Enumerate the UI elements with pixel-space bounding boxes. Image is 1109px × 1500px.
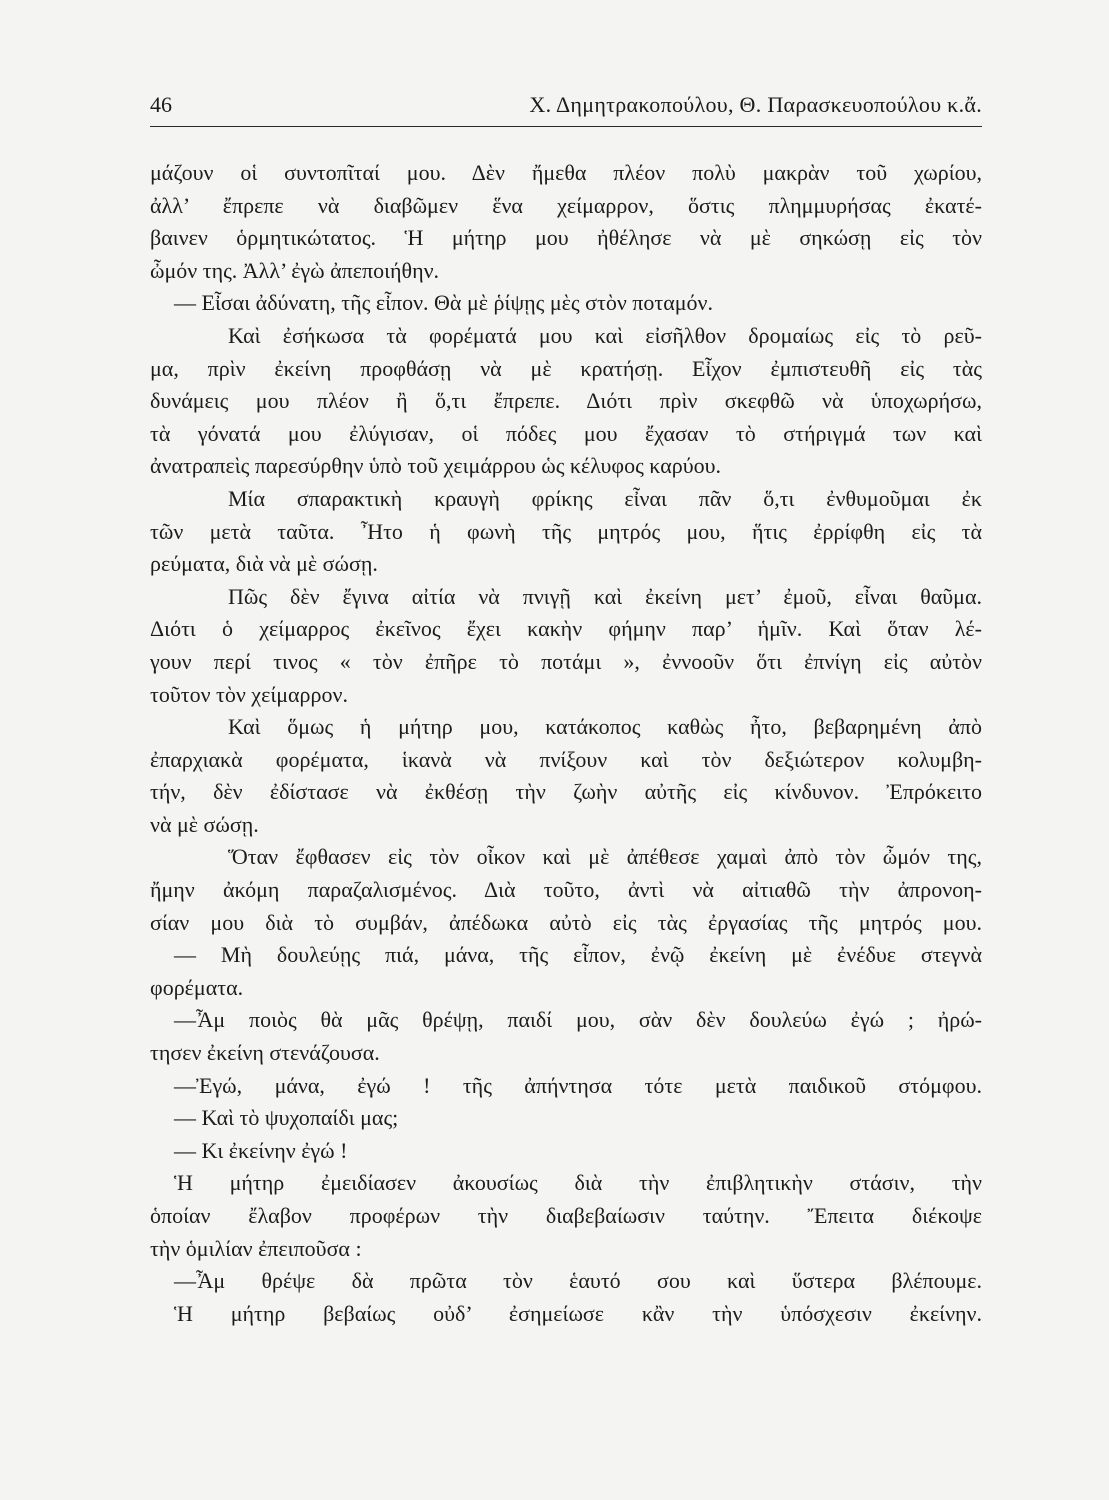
text-line: τήν, δὲν ἐδίστασε νὰ ἐκθέσῃ τὴν ζωὴν αὐτῆς εἰς κίνδυνον. Ἐπρόκειτο [150,779,982,805]
text-line: —Ἆμ θρέψε δὰ πρῶτα τὸν ἑαυτό σου καὶ ὕστερα βλέπουμε. [174,1268,982,1294]
text-line: Ὅταν ἔφθασεν εἰς τὸν οἶκον καὶ μὲ ἀπέθεσε χαμαὶ ἀπὸ τὸν ὦμόν της, [228,844,982,870]
text-line: — Καὶ τὸ ψυχοπαίδι μας; [174,1105,399,1131]
text-line: Ἡ μήτηρ βεβαίως οὐδ’ ἐσημείωσε κἂν τὴν ὑπόσχεσιν ἐκείνην. [174,1300,982,1326]
text-line: δυνάμεις μου πλέον ἢ ὅ,τι ἔπρεπε. Διότι πρὶν σκεφθῶ νὰ ὑποχωρήσω, [150,388,982,414]
text-line: γουν περί τινος « τὸν ἐπῆρε τὸ ποτάμι », ἐννοοῦν ὅτι ἐπνίγη εἰς αὐτὸν [150,648,982,674]
text-line: —Ἐγώ, μάνα, ἐγώ ! τῆς ἀπήντησα τότε μετὰ παιδικοῦ στόμφου. [174,1072,982,1098]
text-line: ρεύματα, διὰ νὰ μὲ σώσῃ. [150,551,378,577]
text-line: Πῶς δὲν ἔγινα αἰτία νὰ πνιγῇ καὶ ἐκείνη μετ’ ἐμοῦ, εἶναι θαῦμα. [228,583,982,609]
text-line: μα, πρὶν ἐκείνη προφθάσῃ νὰ μὲ κρατήσῃ. Εἶχον ἐμπιστευθῆ εἰς τὰς [150,355,982,381]
text-line: — Κι ἐκείνην ἐγώ ! [174,1137,348,1163]
page-body-text [150,157,982,1330]
text-line: τοῦτον τὸν χείμαρρον. [150,681,348,707]
book-page [150,92,982,1330]
text-line: Καὶ ἐσήκωσα τὰ φορέματά μου καὶ εἰσῆλθον δρομαίως εἰς τὸ ρεῦ- [228,322,982,348]
text-line: ἤμην ἀκόμη παραζαλισμένος. Διὰ τοῦτο, ἀντὶ νὰ αἰτιαθῶ τὴν ἀπρονοη- [150,877,982,903]
text-line: Μία σπαρακτικὴ κραυγὴ φρίκης εἶναι πᾶν ὅ,τι ἐνθυμοῦμαι ἐκ [228,485,982,511]
text-line: — Μὴ δουλεύῃς πιά, μάνα, τῆς εἶπον, ἐνῷ ἐκείνη μὲ ἐνέδυε στεγνὰ [174,942,982,968]
text-line: Καὶ ὅμως ἡ μήτηρ μου, κατάκοπος καθὼς ἦτο, βεβαρημένη ἀπὸ [228,714,982,740]
text-line: βαινεν ὁρμητικώτατος. Ἡ μήτηρ μου ἠθέλησε νὰ μὲ σηκώσῃ εἰς τὸν [150,225,982,251]
text-line: ὦμόν της. Ἀλλ’ ἐγὼ ἀπεποιήθην. [150,257,440,283]
text-line: τῶν μετὰ ταῦτα. Ἦτο ἡ φωνὴ τῆς μητρός μου, ἥτις ἐρρίφθη εἰς τὰ [150,518,982,544]
text-line: ἀλλ’ ἔπρεπε νὰ διαβῶμεν ἕνα χείμαρρον, ὅστις πλημμυρήσας ἐκατέ- [150,192,982,218]
text-line: μάζουν οἱ συντοπῖταί μου. Δὲν ἤμεθα πλέον πολὺ μακρὰν τοῦ χωρίου, [150,160,982,185]
text-line: σίαν μου διὰ τὸ συμβάν, ἀπέδωκα αὐτὸ εἰς τὰς ἐργασίας τῆς μητρός μου. [150,909,982,935]
text-line: ἀνατραπεὶς παρεσύρθην ὑπὸ τοῦ χειμάρρου ὡς κέλυφος καρύου. [150,453,721,479]
text-line: ὁποίαν ἔλαβον προφέρων τὴν διαβεβαίωσιν ταύτην. Ἔπειτα διέκοψε [150,1203,982,1228]
text-line: —Ἆμ ποιὸς θὰ μᾶς θρέψῃ, παιδί μου, σὰν δὲν δουλεύω ἐγώ ; ἠρώ- [174,1007,982,1033]
text-line: νὰ μὲ σώσῃ. [150,811,259,837]
text-line: τησεν ἐκείνη στενάζουσα. [150,1040,380,1066]
page-number: 46 [150,92,172,117]
text-line: Διότι ὁ χείμαρρος ἐκεῖνος ἔχει κακὴν φήμην παρ’ ἡμῖν. Καὶ ὅταν λέ- [150,616,982,642]
text-line: τὴν ὁμιλίαν ἐπειποῦσα : [150,1235,362,1261]
text-line: τὰ γόνατά μου ἐλύγισαν, οἱ πόδες μου ἔχασαν τὸ στήριγμά των καὶ [150,420,982,446]
running-head: Χ. Δημητρακοπούλου, Θ. Παρασκευοπούλου κ.ἄ. [529,92,982,117]
text-line: φορέματα. [150,974,244,1000]
text-line: — Εἶσαι ἀδύνατη, τῆς εἶπον. Θὰ μὲ ῥίψῃς μὲς στὸν ποταμόν. [174,290,713,316]
text-line: Ἡ μήτηρ ἐμειδίασεν ἀκουσίως διὰ τὴν ἐπιβλητικὴν στάσιν, τὴν [174,1170,982,1196]
page-header [150,92,982,127]
text-line: ἐπαρχιακὰ φορέματα, ἱκανὰ νὰ πνίξουν καὶ τὸν δεξιώτερον κολυμβη- [150,746,982,772]
